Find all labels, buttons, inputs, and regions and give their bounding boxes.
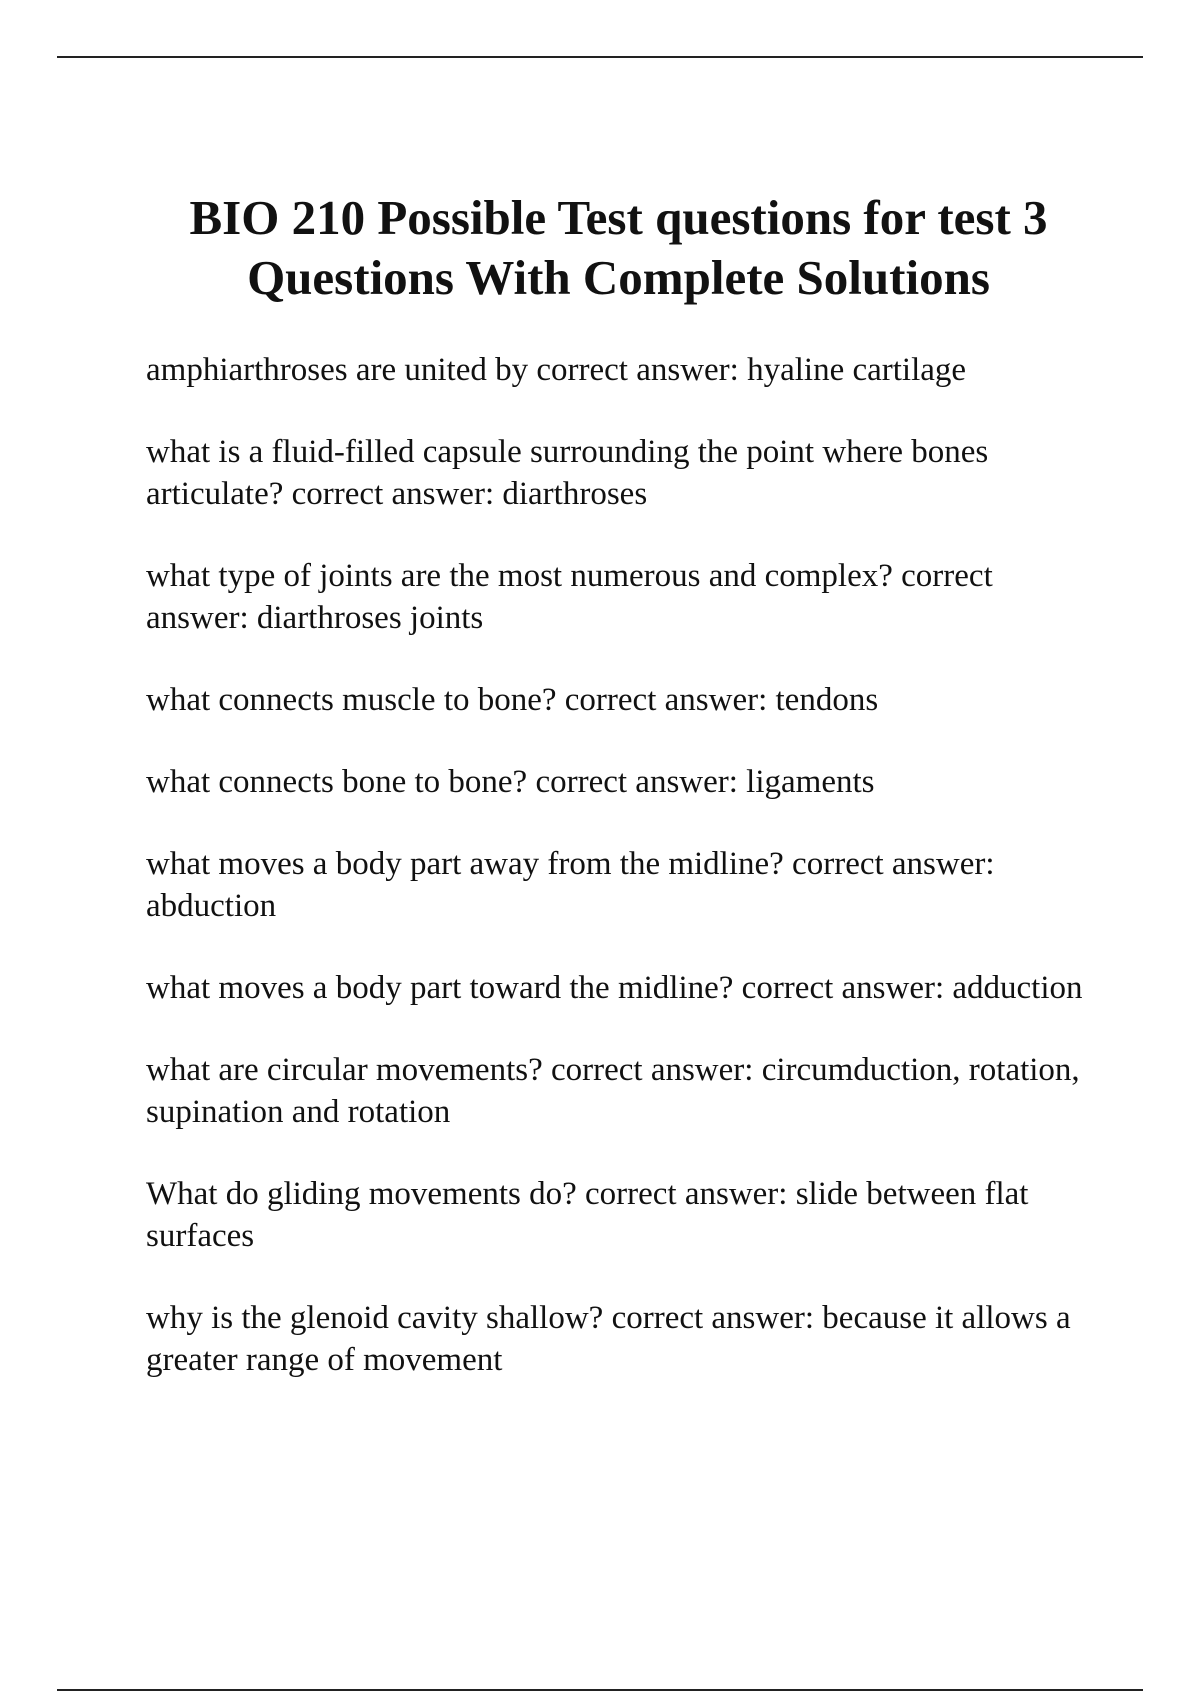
qa-item-2: what is a fluid-filled capsule surrounding the point where bones articulate? correct answer: diarthroses <box>146 434 989 512</box>
title-line-1: BIO 210 Possible Test questions for test 3 <box>189 190 1048 245</box>
title-line-2: Questions With Complete Solutions <box>247 250 990 305</box>
qa-item-7: what moves a body part toward the midline? correct answer: adduction <box>146 970 1083 1006</box>
qa-item-3: what type of joints are the most numerous and complex? correct answer: diarthroses joints <box>146 558 993 636</box>
qa-item-8: what are circular movements? correct answer: circumduction, rotation, supination and rotation <box>146 1052 1080 1130</box>
qa-item-9: What do gliding movements do? correct answer: slide between flat surfaces <box>146 1176 1029 1254</box>
question-answer-list <box>146 349 1086 1421</box>
footer-rule <box>57 1689 1143 1691</box>
header-rule <box>57 56 1143 58</box>
document-title <box>60 188 1177 308</box>
qa-item-5: what connects bone to bone? correct answer: ligaments <box>146 764 875 800</box>
qa-item-10: why is the glenoid cavity shallow? correct answer: because it allows a greater range of movement <box>146 1300 1071 1378</box>
qa-item-4: what connects muscle to bone? correct answer: tendons <box>146 682 879 718</box>
qa-item-1: amphiarthroses are united by correct answer: hyaline cartilage <box>146 352 967 388</box>
qa-item-6: what moves a body part away from the midline? correct answer: abduction <box>146 846 995 924</box>
